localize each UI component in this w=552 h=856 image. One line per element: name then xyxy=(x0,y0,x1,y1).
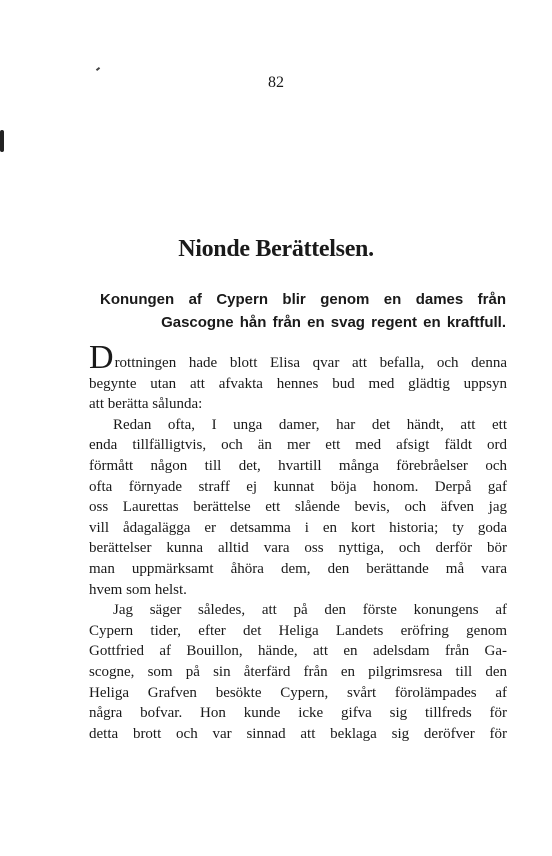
text-line: Gottfried af Bouillon, hände, att en adelsdam från Ga- xyxy=(89,643,507,660)
text-line xyxy=(89,339,507,376)
text-line-content: rottningen hade blott Elisa qvar att befalla, och denna xyxy=(114,355,507,371)
text-line: begynte utan att afvakta hennes bud med glädtig uppsyn xyxy=(89,375,507,392)
text-line: några bofvar. Hon kunde icke gifva sig tillfreds för xyxy=(89,705,507,722)
text-line: Jag säger således, att på den förste konungens af xyxy=(113,602,507,619)
text-line: man uppmärksamt åhöra dem, den berättande må vara xyxy=(89,560,507,577)
chapter-title: Nionde Berättelsen. xyxy=(178,236,374,262)
text-line: detta brott och var sinnad att beklaga sig deröfver för xyxy=(89,725,507,742)
text-line: Cypern tider, efter det Heliga Landets eröfring genom xyxy=(89,622,507,639)
text-line: hvem som helst. xyxy=(89,581,187,598)
text-line: Heliga Grafven besökte Cypern, svårt förolämpades af xyxy=(89,684,507,701)
ink-speck xyxy=(96,67,100,71)
text-line: oss Laurettas berättelse ett slående bevis, och äfven jag xyxy=(89,499,507,516)
margin-mark xyxy=(0,130,4,152)
text-line: förmått någon till det, hvartill många förebråelser och xyxy=(89,457,507,474)
subtitle-line: Konungen af Cypern blir genom en dames från xyxy=(100,291,506,308)
subtitle-line: Gascogne hån från en svag regent en kraftfull. xyxy=(161,314,506,331)
text-line: att berätta sålunda: xyxy=(89,396,203,413)
text-line: vill ådagalägga er detsamma i en kort historia; ty goda xyxy=(89,519,507,536)
page-number: 82 xyxy=(268,74,284,91)
chapter-subtitle xyxy=(100,288,506,334)
text-line: enda tillfälligtvis, och än mer ett med afsigt fäldt ord xyxy=(89,437,507,454)
text-line: Redan ofta, I unga damer, har det händt, att ett xyxy=(113,416,507,433)
body-text xyxy=(89,339,507,744)
text-line: scogne, som på sin återfärd från en pilgrimsresa till den xyxy=(89,663,507,680)
text-line: berättelser kunna alltid vara oss nyttiga, och derför bör xyxy=(89,540,507,557)
text-line: ofta förnyade straff ej kunnat böja honom. Derpå gaf xyxy=(89,478,507,495)
drop-cap: D xyxy=(89,339,114,376)
